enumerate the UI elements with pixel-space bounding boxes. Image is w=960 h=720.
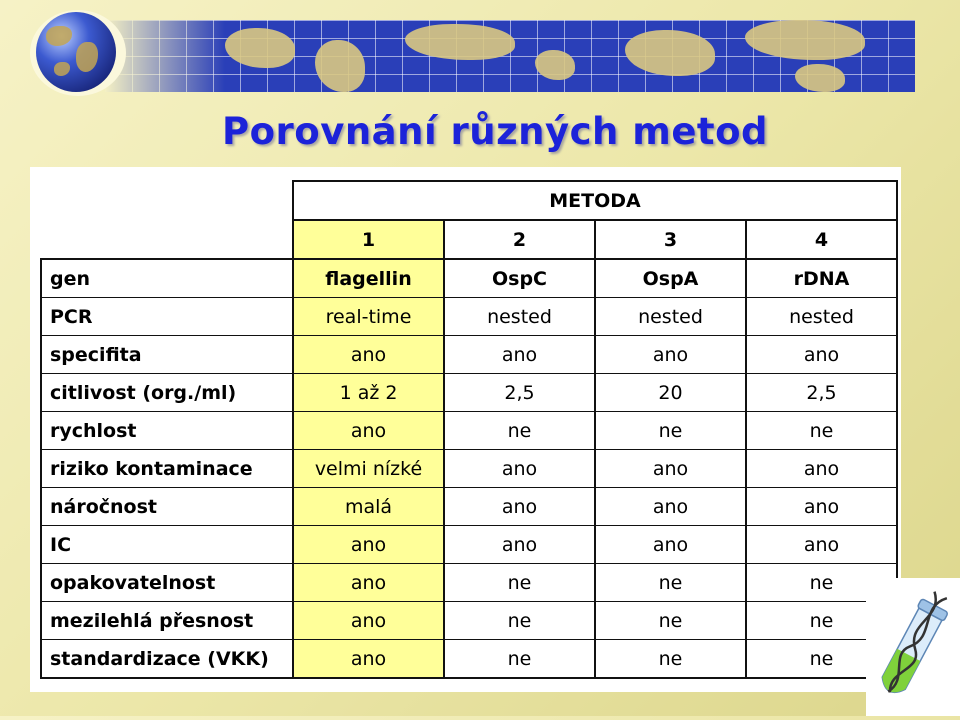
table-cell: ano [293, 640, 444, 679]
table-cell: nested [595, 298, 746, 336]
method-number-cell: 3 [595, 220, 746, 259]
table-cell: ano [746, 450, 897, 488]
table-cell: ne [595, 602, 746, 640]
table-cell: ano [595, 450, 746, 488]
row-label: opakovatelnost [41, 564, 293, 602]
table-row [41, 640, 897, 679]
table-cell: ne [595, 412, 746, 450]
table-cell: ano [746, 526, 897, 564]
table-cell: ano [444, 488, 595, 526]
table-cell: ano [444, 450, 595, 488]
table-cell: ano [293, 336, 444, 374]
table-cell: OspA [595, 259, 746, 298]
table-cell: ne [746, 564, 897, 602]
row-label: mezilehlá přesnost [41, 602, 293, 640]
method-number-cell: 1 [293, 220, 444, 259]
table-cell: ne [746, 412, 897, 450]
table-row [41, 374, 897, 412]
method-number-cell: 4 [746, 220, 897, 259]
method-number-row [41, 220, 897, 259]
table-cell: flagellin [293, 259, 444, 298]
table-cell: ano [595, 336, 746, 374]
row-label: riziko kontaminace [41, 450, 293, 488]
table-row [41, 488, 897, 526]
table-cell: 20 [595, 374, 746, 412]
globe-icon [36, 12, 116, 92]
table-cell: 2,5 [746, 374, 897, 412]
table-cell: ano [595, 488, 746, 526]
table-row [41, 336, 897, 374]
table-cell: ano [293, 526, 444, 564]
group-header-row [41, 181, 897, 220]
table-cell: ne [595, 564, 746, 602]
table-cell: ano [746, 488, 897, 526]
table-row [41, 450, 897, 488]
table-cell: OspC [444, 259, 595, 298]
comparison-sheet [30, 167, 901, 692]
table-cell: nested [444, 298, 595, 336]
table-cell: ano [293, 602, 444, 640]
row-label: náročnost [41, 488, 293, 526]
row-label: PCR [41, 298, 293, 336]
row-label: IC [41, 526, 293, 564]
comparison-table [40, 180, 898, 679]
table-cell: ne [444, 564, 595, 602]
table-cell: ne [444, 640, 595, 679]
table-cell: ne [746, 602, 897, 640]
table-cell: malá [293, 488, 444, 526]
dna-test-tube-icon [866, 578, 960, 716]
table-row [41, 298, 897, 336]
table-row [41, 526, 897, 564]
table-cell: velmi nízké [293, 450, 444, 488]
table-cell: ne [444, 412, 595, 450]
table-cell: ano [444, 336, 595, 374]
table-cell: ne [595, 640, 746, 679]
table-row [41, 412, 897, 450]
row-label: standardizace (VKK) [41, 640, 293, 679]
corner-cell [41, 220, 293, 259]
world-map-banner [105, 20, 915, 92]
table-cell: 2,5 [444, 374, 595, 412]
table-cell: ne [746, 640, 897, 679]
table-cell: ano [746, 336, 897, 374]
row-label: gen [41, 259, 293, 298]
table-row [41, 602, 897, 640]
table-row [41, 259, 897, 298]
table-cell: ano [444, 526, 595, 564]
table-cell: nested [746, 298, 897, 336]
page-title: Porovnání různých metod [222, 110, 769, 153]
group-header-cell: METODA [293, 181, 897, 220]
table-cell: ne [444, 602, 595, 640]
table-row [41, 564, 897, 602]
table-cell: ano [595, 526, 746, 564]
table-cell: rDNA [746, 259, 897, 298]
corner-cell [41, 181, 293, 220]
row-label: specifita [41, 336, 293, 374]
table-cell: ano [293, 412, 444, 450]
table-cell: real-time [293, 298, 444, 336]
row-label: citlivost (org./ml) [41, 374, 293, 412]
table-cell: ano [293, 564, 444, 602]
method-number-cell: 2 [444, 220, 595, 259]
table-cell: 1 až 2 [293, 374, 444, 412]
row-label: rychlost [41, 412, 293, 450]
